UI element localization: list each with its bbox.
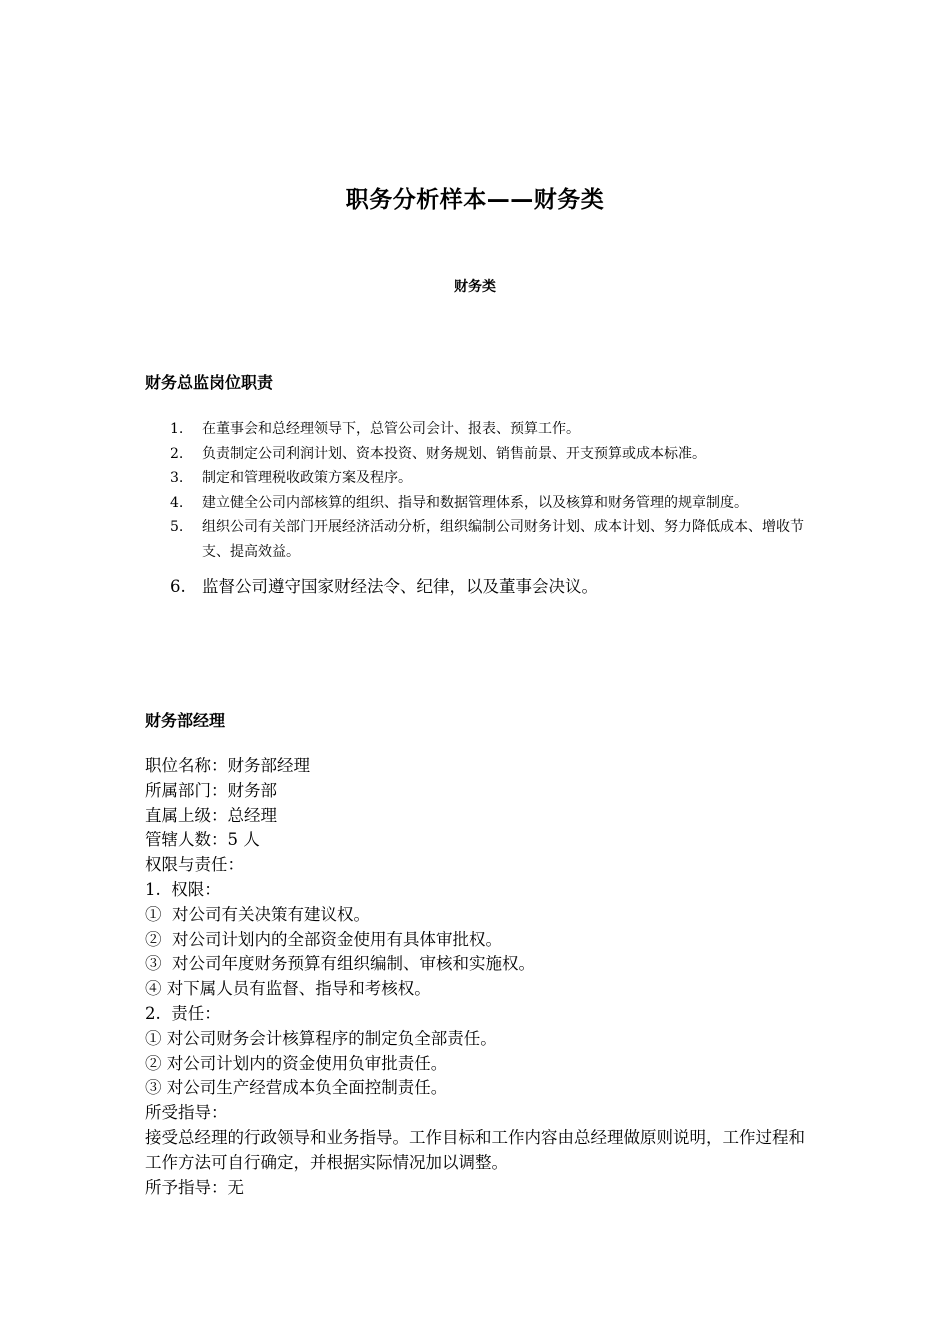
section-heading-cfo: 财务总监岗位职责 [145, 373, 274, 392]
cfo-duties-list [170, 417, 810, 600]
detail-line: 1. 权限： [145, 879, 221, 899]
detail-line: 管辖人数：5 人 [145, 830, 260, 850]
page-subtitle: 财务类 [454, 279, 496, 295]
section-heading-finance-manager: 财务部经理 [145, 711, 226, 730]
list-item: 4. 建立健全公司内部核算的组织、指导和数据管理体系，以及核算和财务管理的规章制度。 [170, 494, 748, 511]
detail-line: ③ 对公司生产经营成本负全面控制责任。 [145, 1078, 448, 1098]
detail-line: 所受指导： [145, 1103, 228, 1123]
finance-manager-details [145, 754, 815, 1200]
list-item: 1. 在董事会和总经理领导下，总管公司会计、报表、预算工作。 [170, 421, 580, 437]
detail-line: 职位名称：财务部经理 [145, 756, 310, 775]
detail-line: 所予指导：无 [145, 1177, 244, 1197]
list-item: 3. 制定和管理税收政策方案及程序。 [170, 470, 412, 486]
detail-line: ① 对公司有关决策有建议权。 [145, 904, 370, 924]
list-item: 5. 组织公司有关部门开展经济活动分析，组织编制公司财务计划、成本计划、努力降低成本、增收节支、提高效益。 [170, 519, 804, 560]
detail-line: ③ 对公司年度财务预算有组织编制、审核和实施权。 [145, 954, 535, 974]
detail-line: ② 对公司计划内的资金使用负审批责任。 [145, 1053, 448, 1073]
detail-line: ② 对公司计划内的全部资金使用有具体审批权。 [145, 929, 502, 949]
detail-line: 接受总经理的行政领导和业务指导。工作目标和工作内容由总经理做原则说明，工作过程和工作方法可自行确定，并根据实际情况加以调整。 [145, 1127, 805, 1172]
detail-line: 直属上级：总经理 [145, 805, 277, 825]
detail-line: ① 对公司财务会计核算程序的制定负全部责任。 [145, 1028, 497, 1048]
detail-line: 权限与责任： [145, 855, 244, 875]
detail-line: 2. 责任： [145, 1003, 221, 1023]
page-title: 职务分析样本——财务类 [345, 187, 605, 213]
detail-line: ④ 对下属人员有监督、指导和考核权。 [145, 979, 431, 999]
list-item: 2. 负责制定公司利润计划、资本投资、财务规划、销售前景、开支预算或成本标准。 [170, 445, 706, 462]
detail-line: 所属部门：财务部 [145, 780, 277, 800]
list-item: 6. 监督公司遵守国家财经法令、纪律，以及董事会决议。 [170, 577, 598, 596]
